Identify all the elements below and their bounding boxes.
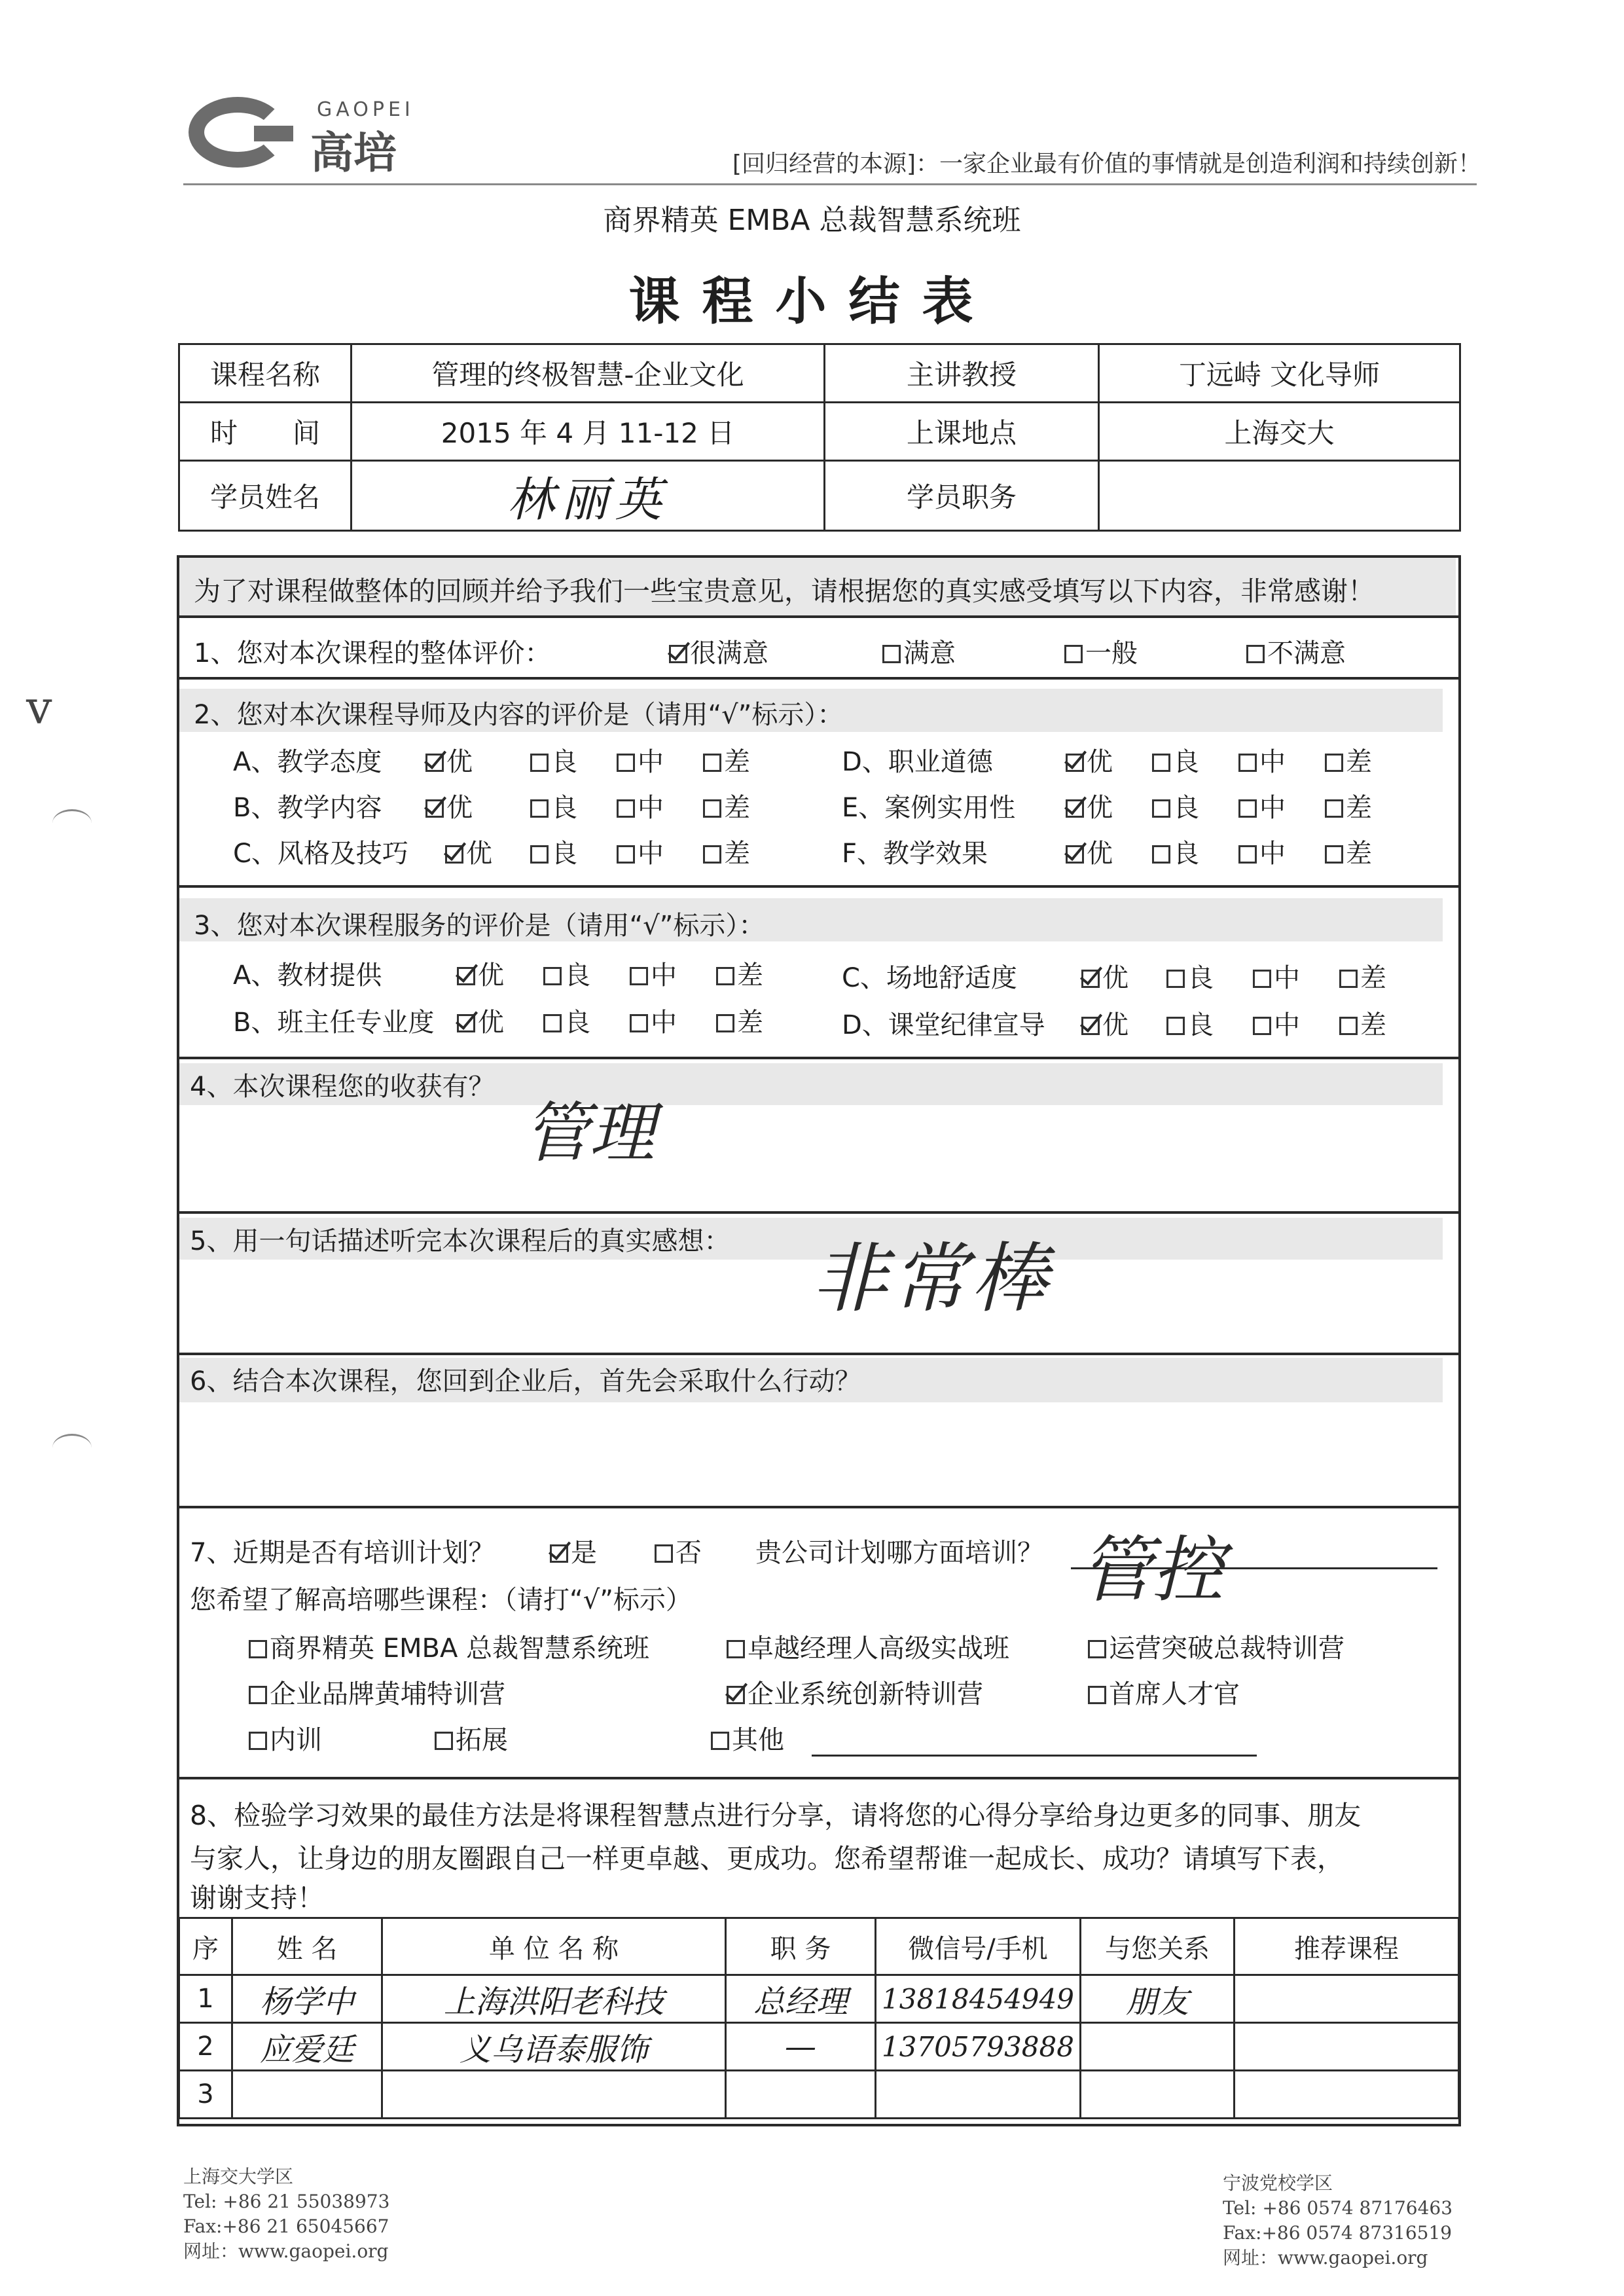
q7-area-answer-handwriting[interactable]: 管控 [1080,1528,1224,1612]
q2-c-poor[interactable]: 差 [703,833,750,870]
q7-option-no[interactable]: 否 [655,1532,702,1569]
checkbox-checked-icon[interactable] [425,799,444,818]
q2-e-fair[interactable]: 中 [1238,787,1286,824]
q7-area-question: 贵公司计划哪方面培训？ [755,1538,1043,1568]
form-title: 课程小结表 [628,272,996,331]
row-relation[interactable] [1081,2071,1235,2119]
checkbox-icon[interactable] [1166,1017,1185,1035]
row-company[interactable] [382,2071,726,2119]
checkbox-icon[interactable] [711,1732,729,1750]
q3-c-good[interactable]: 良 [1166,957,1214,994]
footer-left [183,2164,389,2264]
course-option-manager[interactable]: 卓越经理人高级实战班 [727,1628,1009,1665]
referral-header-row [179,1918,1459,1975]
col-index: 序 [179,1918,232,1975]
divider-7 [177,1506,1461,1508]
row-phone[interactable] [876,2071,1081,2119]
footer-left-web-label: 网址： [183,2240,239,2262]
row-company[interactable]: 义乌语泰服饰 [382,2023,726,2071]
checkbox-icon[interactable] [703,799,721,818]
student-name-field[interactable] [352,461,825,531]
checkbox-icon[interactable] [249,1640,267,1658]
student-name-handwriting: 林丽英 [507,472,668,527]
checkbox-icon[interactable] [1238,845,1257,864]
q7-text: 7、近期是否有培训计划？ [190,1538,495,1568]
q1-option-unsatisfied[interactable]: 不满意 [1246,632,1346,670]
q1-option-very-satisfied[interactable]: 很满意 [669,632,768,670]
row-position[interactable]: 总经理 [726,1975,876,2023]
col-course: 推荐课程 [1235,1918,1459,1975]
course-name-value: 管理的终极智慧-企业文化 [352,344,825,403]
checkbox-icon[interactable] [1339,970,1358,988]
q2-item-e: E、案例实用性 [842,793,1016,823]
student-position-field[interactable] [1099,461,1460,531]
place-label: 上课地点 [825,403,1099,461]
table-row [179,1975,1459,2023]
q2-c-good[interactable]: 良 [530,833,577,870]
q2-a-good[interactable]: 良 [530,741,577,778]
time-label: 时 间 [179,403,352,461]
q2-d-poor[interactable]: 差 [1325,741,1372,778]
time-value: 2015 年 4 月 11-12 日 [352,403,825,461]
divider-2 [177,677,1461,680]
student-position-label: 学员职务 [825,461,1099,531]
course-option-operations[interactable]: 运营突破总裁特训营 [1088,1628,1344,1665]
q3-a-poor[interactable]: 差 [716,955,763,992]
footer-right-web-label: 网址： [1223,2247,1278,2269]
lecturer-label: 主讲教授 [825,344,1099,403]
divider-3 [177,885,1461,888]
row-relation[interactable] [1081,2023,1235,2071]
col-name: 姓 名 [232,1918,382,1975]
q3-d-fair[interactable]: 中 [1253,1004,1300,1042]
q2-f-good[interactable]: 良 [1152,833,1199,870]
row-phone[interactable]: 13705793888 [876,2023,1081,2071]
q1-option-satisfied[interactable]: 满意 [882,632,956,670]
row-name[interactable] [232,2071,382,2119]
checkbox-checked-icon[interactable] [1066,799,1084,818]
divider-5 [177,1211,1461,1214]
checkbox-icon[interactable] [1325,845,1343,864]
course-name-label: 课程名称 [179,344,352,403]
q2-item-d: D、职业道德 [842,747,993,777]
q3-item-b: B、班主任专业度 [233,1008,435,1038]
checkbox-icon[interactable] [543,1014,562,1032]
q8-text-line1: 8、检验学习效果的最佳方法是将课程智慧点进行分享，请将您的心得分享给身边更多的同事、朋友 [190,1800,1362,1831]
course-option-outward[interactable]: 拓展 [435,1719,508,1757]
checkbox-icon[interactable] [1166,970,1185,988]
q2-b-excellent[interactable]: 优 [425,787,473,824]
q3-a-fair[interactable]: 中 [630,955,677,992]
q3-c-excellent[interactable]: 优 [1081,957,1128,994]
checkbox-icon[interactable] [530,845,549,864]
checkbox-checked-icon[interactable] [457,967,475,985]
footer-right-fax: Fax:+86 0574 87316519 [1223,2222,1453,2244]
header-divider [183,183,1477,185]
checkbox-icon[interactable] [727,1640,745,1658]
student-name-label: 学员姓名 [179,461,352,531]
margin-handwritten-mark: v [26,681,52,735]
q3-a-good[interactable]: 良 [543,955,590,992]
checkbox-checked-icon[interactable] [457,1014,475,1032]
checkbox-icon[interactable] [630,1014,648,1032]
q8-text-line2: 与家人，让身边的朋友圈跟自己一样更卓越、更成功。您希望帮谁一起成长、成功？请填写下表， [190,1843,1344,1874]
q2-f-poor[interactable]: 差 [1325,833,1372,870]
course-option-innovation[interactable]: 企业系统创新特训营 [727,1673,983,1711]
q1-text: 1、您对本次课程的整体评价： [194,638,551,668]
divider-4 [177,1057,1461,1059]
q2-a-excellent[interactable]: 优 [425,741,473,778]
q3-item-a: A、教材提供 [233,960,382,991]
referral-table [178,1917,1460,2119]
checkbox-icon[interactable] [617,799,635,818]
row-company[interactable]: 上海洪阳老科技 [382,1975,726,2023]
checkbox-icon[interactable] [435,1732,453,1750]
checkbox-icon[interactable] [1152,754,1170,772]
q5-answer-handwriting[interactable]: 非常棒 [812,1235,1051,1323]
checkbox-icon[interactable] [1238,799,1257,818]
footer-right [1223,2171,1453,2270]
q2-text: 2、您对本次课程导师及内容的评价是（请用“√”标示）： [194,700,844,730]
logo-english-text: GAOPEI [317,98,414,121]
footer-left-campus: 上海交大学区 [183,2166,294,2187]
program-subtitle: 商界精英 EMBA 总裁智慧系统班 [603,204,1021,237]
course-option-cho[interactable]: 首席人才官 [1088,1673,1240,1711]
checkbox-icon[interactable] [1064,645,1083,663]
table-row [179,2023,1459,2071]
checkbox-icon[interactable] [530,754,549,772]
checkbox-icon[interactable] [1325,754,1343,772]
course-info-table [178,343,1461,532]
checkbox-icon[interactable] [703,845,721,864]
footer-left-tel: Tel: +86 21 55038973 [183,2191,390,2212]
checkbox-checked-icon[interactable] [669,645,687,663]
row-index: 3 [179,2071,232,2119]
checkbox-icon[interactable] [1238,754,1257,772]
checkbox-checked-icon[interactable] [1081,970,1100,988]
q2-item-f: F、教学效果 [842,839,988,869]
footer-right-tel: Tel: +86 0574 87176463 [1223,2197,1453,2219]
q3-c-poor[interactable]: 差 [1339,957,1386,994]
checkbox-icon[interactable] [249,1686,267,1704]
q7-option-yes[interactable]: 是 [550,1532,597,1569]
q2-item-b: B、教学内容 [233,793,382,823]
checkbox-checked-icon[interactable] [1081,1017,1100,1035]
footer-right-campus: 宁波党校学区 [1223,2172,1333,2194]
gaopei-logo-bar [254,126,293,141]
checkbox-icon[interactable] [617,845,635,864]
checkbox-icon[interactable] [1339,1017,1358,1035]
q2-a-poor[interactable]: 差 [703,741,750,778]
q2-e-good[interactable]: 良 [1152,787,1199,824]
q3-d-poor[interactable]: 差 [1339,1004,1386,1042]
checkbox-icon[interactable] [1152,799,1170,818]
slogan: [回归经营的本源]：一家企业最有价值的事情就是创造利润和持续创新！ [732,151,1481,177]
q2-f-fair[interactable]: 中 [1238,833,1286,870]
q3-item-d: D、课堂纪律宣导 [842,1010,1045,1040]
checkbox-icon[interactable] [1088,1686,1106,1704]
col-wechat-phone: 微信号/手机 [876,1918,1081,1975]
q3-b-good[interactable]: 良 [543,1002,590,1039]
row-index: 1 [179,1975,232,2023]
logo-chinese-text: 高培 [310,128,397,178]
checkbox-checked-icon[interactable] [1066,845,1084,864]
footer-left-website-link[interactable]: www.gaopei.org [238,2240,389,2262]
q2-c-excellent[interactable]: 优 [445,833,492,870]
q2-e-poor[interactable]: 差 [1325,787,1372,824]
q4-text: 4、本次课程您的收获有？ [190,1072,495,1102]
checkbox-icon[interactable] [1246,645,1265,663]
q2-d-good[interactable]: 良 [1152,741,1199,778]
checkbox-icon[interactable] [1325,799,1343,818]
q1-option-average[interactable]: 一般 [1064,632,1138,670]
q3-item-c: C、场地舒适度 [842,963,1017,993]
survey-intro: 为了对课程做整体的回顾并给予我们一些宝贵意见，请根据您的真实感受填写以下内容，非常感谢！ [194,575,1375,607]
checkbox-checked-icon[interactable] [727,1686,745,1704]
q2-b-fair[interactable]: 中 [617,787,664,824]
q2-e-excellent[interactable]: 优 [1066,787,1113,824]
q2-a-fair[interactable]: 中 [617,741,664,778]
row-course[interactable] [1235,2023,1459,2071]
q4-answer-handwriting[interactable]: 管理 [524,1095,655,1171]
q2-c-fair[interactable]: 中 [617,833,664,870]
checkbox-icon[interactable] [543,967,562,985]
q2-item-c: C、风格及技巧 [233,839,408,869]
q2-b-good[interactable]: 良 [530,787,577,824]
checkbox-icon[interactable] [1088,1640,1106,1658]
row-name[interactable]: 杨学中 [232,1975,382,2023]
row-phone[interactable]: 13818454949 [876,1975,1081,2023]
punch-hole-mark [52,1434,92,1462]
col-position: 职 务 [726,1918,876,1975]
q6-text: 6、结合本次课程，您回到企业后，首先会采取什么行动？ [190,1366,861,1396]
divider-6 [177,1353,1461,1355]
q5-text: 5、用一句话描述听完本次课程后的真实感想： [190,1226,731,1256]
row-name[interactable]: 应爱廷 [232,2023,382,2071]
q3-c-fair[interactable]: 中 [1253,957,1300,994]
checkbox-icon[interactable] [703,754,721,772]
row-relation[interactable]: 朋友 [1081,1975,1235,2023]
checkbox-icon[interactable] [716,1014,734,1032]
q3-d-excellent[interactable]: 优 [1081,1004,1128,1042]
lecturer-value: 丁远峙 文化导师 [1099,344,1460,403]
footer-left-fax: Fax:+86 21 65045667 [183,2215,389,2237]
q8-text-line3: 谢谢支持！ [190,1882,324,1914]
q2-d-excellent[interactable]: 优 [1066,741,1113,778]
checkbox-icon[interactable] [630,967,648,985]
row-course[interactable] [1235,2071,1459,2119]
checkbox-icon[interactable] [716,967,734,985]
row-index: 2 [179,2023,232,2071]
checkbox-checked-icon[interactable] [445,845,463,864]
q2-d-fair[interactable]: 中 [1238,741,1286,778]
checkbox-icon[interactable] [1253,970,1271,988]
q3-d-good[interactable]: 良 [1166,1004,1214,1042]
checkbox-icon[interactable] [617,754,635,772]
checkbox-icon[interactable] [882,645,901,663]
other-answer-line[interactable] [812,1755,1257,1757]
checkbox-checked-icon[interactable] [550,1544,568,1563]
divider-1 [177,615,1461,618]
table-row [179,2071,1459,2119]
q2-f-excellent[interactable]: 优 [1066,833,1113,870]
col-company: 单 位 名 称 [382,1918,726,1975]
punch-hole-mark [52,809,92,837]
row-position[interactable] [726,2071,876,2119]
course-option-other[interactable]: 其他 [711,1719,784,1757]
footer-right-website-link[interactable]: www.gaopei.org [1278,2247,1428,2269]
course-option-brand[interactable]: 企业品牌黄埔特训营 [249,1673,505,1711]
q3-text: 3、您对本次课程服务的评价是（请用“√”标示）： [194,911,765,941]
checkbox-icon[interactable] [1253,1017,1271,1035]
q7-courses-question: 您希望了解高培哪些课程：（请打“√”标示） [190,1585,692,1615]
course-option-emba[interactable]: 商界精英 EMBA 总裁智慧系统班 [249,1628,649,1665]
divider-8 [177,1777,1461,1779]
q3-b-poor[interactable]: 差 [716,1002,763,1039]
course-option-inhouse[interactable]: 内训 [249,1719,322,1757]
checkbox-icon[interactable] [249,1732,267,1750]
q2-b-poor[interactable]: 差 [703,787,750,824]
row-course[interactable] [1235,1975,1459,2023]
col-relation: 与您关系 [1081,1918,1235,1975]
checkbox-icon[interactable] [655,1544,673,1563]
q3-b-excellent[interactable]: 优 [457,1002,504,1039]
checkbox-checked-icon[interactable] [425,754,444,772]
checkbox-checked-icon[interactable] [1066,754,1084,772]
q3-a-excellent[interactable]: 优 [457,955,504,992]
checkbox-icon[interactable] [1152,845,1170,864]
q3-b-fair[interactable]: 中 [630,1002,677,1039]
q2-item-a: A、教学态度 [233,747,382,777]
place-value: 上海交大 [1099,403,1460,461]
row-position[interactable]: — [726,2023,876,2071]
checkbox-icon[interactable] [530,799,549,818]
